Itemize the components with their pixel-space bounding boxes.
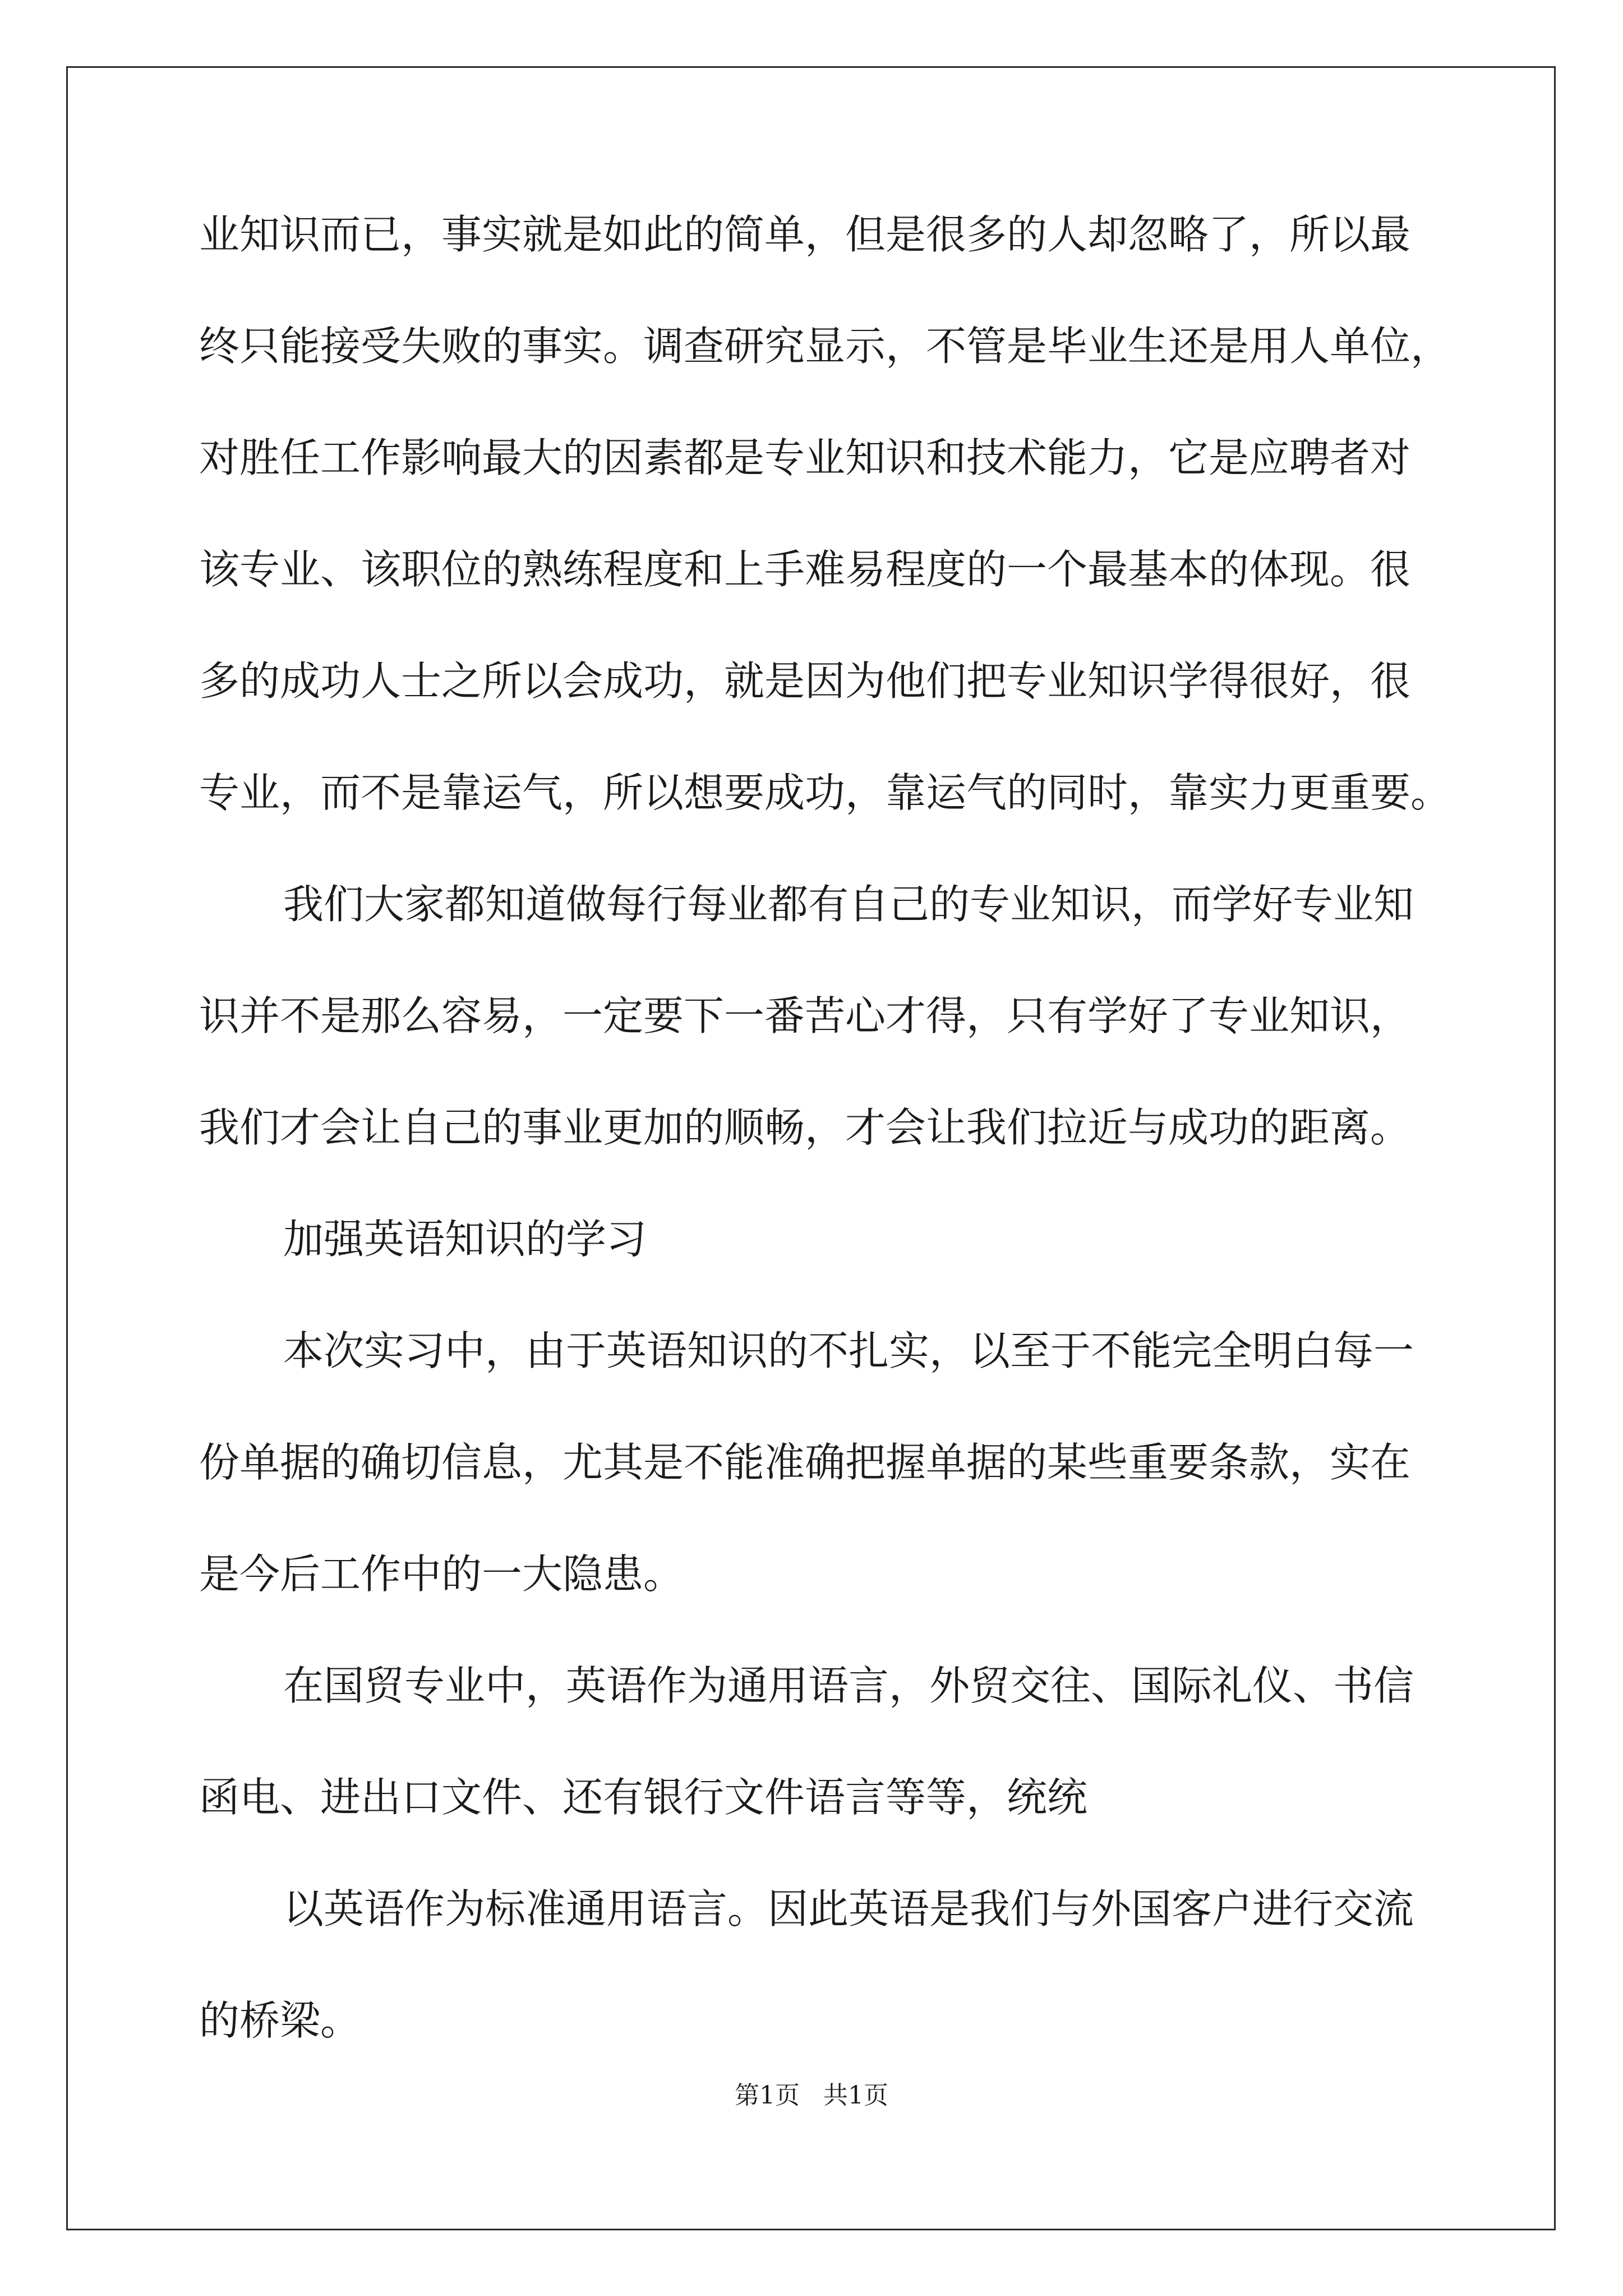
paragraph-first-line: 在国贸专业中，英语作为通用语言，外贸交往、国际礼仪、书信	[283, 1662, 1414, 1709]
text-line: 对胜任工作影响最大的因素都是专业知识和技术能力，它是应聘者对	[199, 434, 1411, 481]
text-line: 业知识而已，事实就是如此的简单，但是很多的人却忽略了，所以最	[199, 211, 1411, 258]
text-line: 我们才会让自己的事业更加的顺畅，才会让我们拉近与成功的距离。	[199, 1104, 1411, 1151]
text-line: 多的成功人士之所以会成功，就是因为他们把专业知识学得很好，很	[199, 657, 1411, 705]
text-line: 的桥梁。	[199, 1997, 361, 2044]
section-heading: 加强英语知识的学习	[283, 1216, 647, 1263]
text-line: 专业，而不是靠运气，所以想要成功，靠运气的同时，靠实力更重要。	[199, 769, 1451, 816]
paragraph-first-line: 我们大家都知道做每行每业都有自己的专业知识，而学好专业知	[283, 881, 1414, 928]
paragraph-first-line: 本次实习中，由于英语知识的不扎实，以至于不能完全明白每一	[283, 1327, 1414, 1374]
text-line: 函电、进出口文件、还有银行文件语言等等，统统	[199, 1774, 1088, 1821]
text-line: 是今后工作中的一大隐患。	[199, 1550, 684, 1598]
text-line: 终只能接受失败的事实。调查研究显示，不管是毕业生还是用人单位，	[199, 323, 1451, 370]
paragraph-first-line: 以英语作为标准通用语言。因此英语是我们与外国客户进行交流	[283, 1885, 1414, 1932]
page-number-footer: 第1页 共1页	[735, 2081, 888, 2110]
text-line: 识并不是那么容易，一定要下一番苦心才得，只有学好了专业知识，	[199, 992, 1411, 1039]
text-line: 该专业、该职位的熟练程度和上手难易程度的一个最基本的体现。很	[199, 546, 1411, 593]
text-line: 份单据的确切信息，尤其是不能准确把握单据的某些重要条款，实在	[199, 1439, 1411, 1486]
